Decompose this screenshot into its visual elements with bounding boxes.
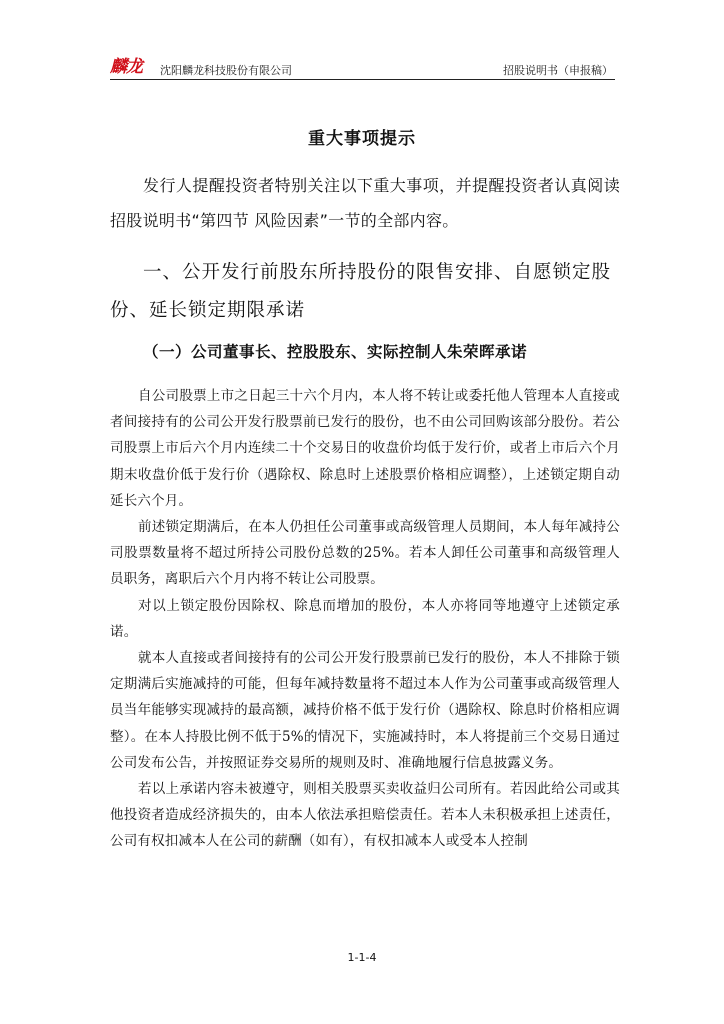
body-text (110, 383, 620, 855)
company-logo: 麟龙 (110, 57, 142, 77)
document-type: 招股说明书（申报稿） (503, 64, 613, 77)
subsection-heading: （一）公司董事长、控股股东、实际控制人朱荣晖承诺 (143, 343, 528, 361)
page-title: 重大事项提示 (308, 129, 416, 149)
paragraph: 若以上承诺内容未被遵守，则相关股票买卖收益归公司所有。若因此给公司或其他投资者造成经济损失的，由本人依法承担赔偿责任。若本人未积极承担上述责任，公司有权扣减本人在公司的薪酬（如有），有权扣减本人或受本人控制 (110, 781, 620, 850)
section-heading: 一、公开发行前股东所持股份的限售安排、自愿锁定股份、延长锁定期限承诺 (110, 262, 612, 321)
paragraph: 前述锁定期满后，在本人仍担任公司董事或高级管理人员期间，本人每年减持公司股票数量将不超过所持公司股份总数的25%。若本人卸任公司董事和高级管理人员职务，离职后六个月内将不转让公司股票。 (110, 519, 620, 588)
company-name: 沈阳麟龙科技股份有限公司 (160, 64, 292, 77)
page-header (110, 58, 615, 80)
header-divider (110, 79, 615, 80)
paragraph: 对以上锁定股份因除权、除息而增加的股份，本人亦将同等地遵守上述锁定承诺。 (110, 597, 620, 640)
page-number: 1-1-4 (347, 951, 377, 964)
intro-paragraph: 发行人提醒投资者特别关注以下重大事项，并提醒投资者认真阅读招股说明书“第四节 风险因素”一节的全部内容。 (110, 176, 620, 230)
paragraph: 自公司股票上市之日起三十六个月内，本人将不转让或委托他人管理本人直接或者间接持有的公司公开发行股票前已发行的股份，也不由公司回购该部分股份。若公司股票上市后六个月内连续二十个交易日的收盘价均低于发行价，或者上市后六个月期末收盘价低于发行价（遇除权、除息时上述股票价格相应调整），上述锁定期自动延长六个月。 (110, 388, 620, 509)
paragraph: 就本人直接或者间接持有的公司公开发行股票前已发行的股份，本人不排除于锁定期满后实施减持的可能，但每年减持数量将不超过本人作为公司董事或高级管理人员当年能够实现减持的最高额，减持价格不低于发行价（遇除权、除息时价格相应调整）。在本人持股比例不低于5%的情况下，实施减持时，本人将提前三个交易日通过公司发布公告，并按照证券交易所的规则及时、准确地履行信息披露义务。 (110, 650, 620, 771)
